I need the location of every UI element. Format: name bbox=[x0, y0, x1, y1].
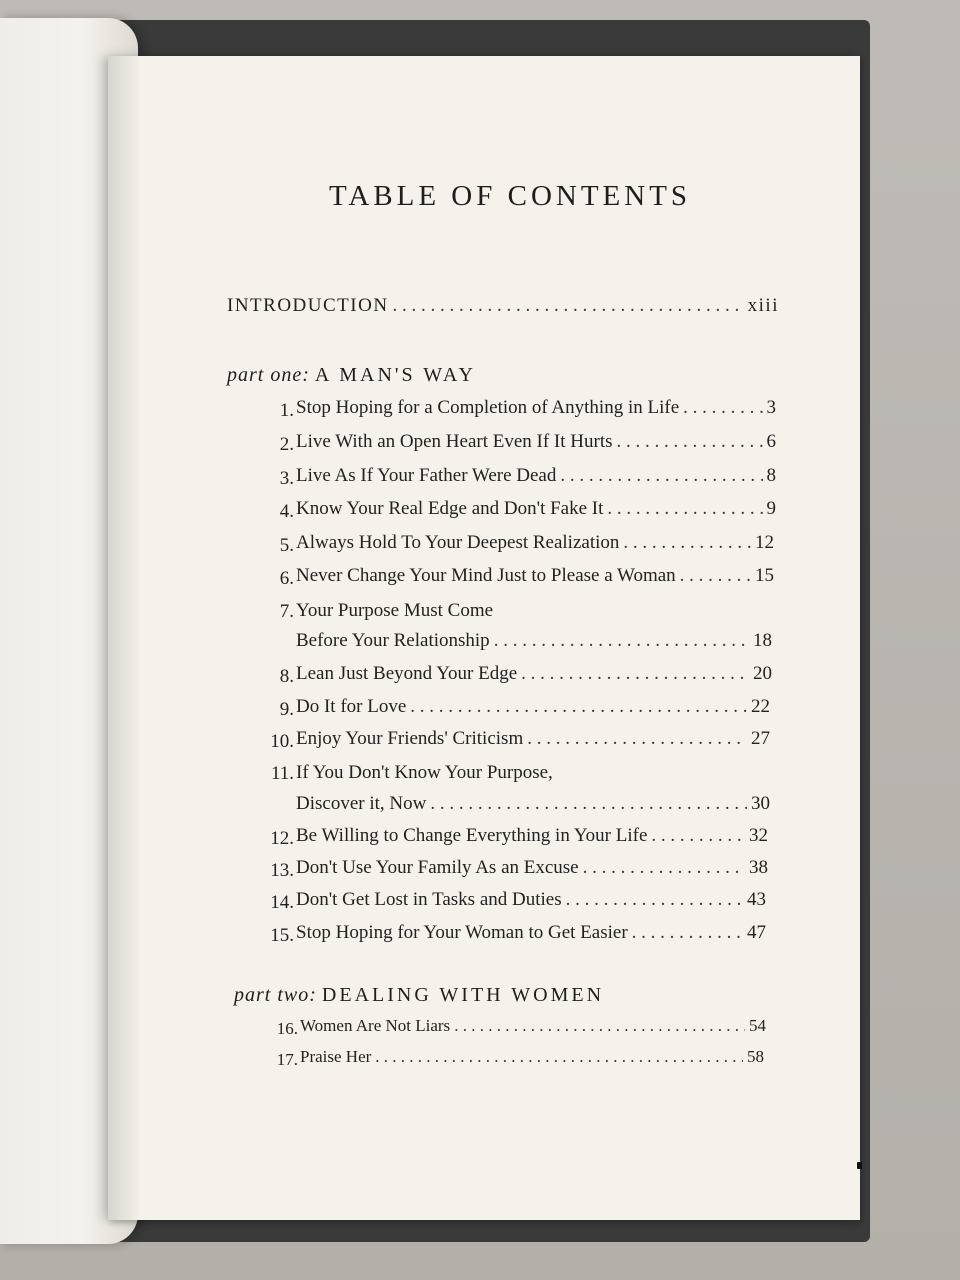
toc-page-number: 30 bbox=[751, 793, 770, 814]
chapter-number: 12. bbox=[270, 828, 294, 849]
chapter-number: 3. bbox=[279, 468, 294, 489]
toc-entry bbox=[296, 857, 768, 879]
toc-entry-title: Know Your Real Edge and Don't Fake It bbox=[296, 498, 604, 519]
toc-entry bbox=[296, 825, 768, 847]
toc-page-number: 6 bbox=[766, 431, 776, 452]
toc-entry-title: If You Don't Know Your Purpose, bbox=[296, 762, 553, 783]
dot-leader bbox=[607, 498, 762, 520]
toc-introduction bbox=[227, 295, 779, 317]
toc-entry bbox=[296, 663, 772, 685]
toc-entry-title: Your Purpose Must Come bbox=[296, 600, 494, 621]
chapter-number: 6. bbox=[279, 568, 294, 589]
toc-entry bbox=[296, 630, 772, 652]
dot-leader bbox=[375, 1047, 743, 1067]
toc-entry bbox=[296, 431, 776, 453]
chapter-number: 10. bbox=[270, 731, 294, 752]
toc-entry-title: Stop Hoping for a Completion of Anything in Life bbox=[296, 397, 680, 418]
toc-entry-title: Stop Hoping for Your Woman to Get Easier bbox=[296, 922, 628, 943]
dot-leader bbox=[494, 630, 749, 652]
toc-page-number: 58 bbox=[747, 1047, 764, 1066]
toc-entry bbox=[296, 397, 776, 419]
page-title: TABLE OF CONTENTS bbox=[328, 180, 692, 212]
toc-entry bbox=[296, 696, 770, 718]
toc-page-number: 12 bbox=[755, 532, 774, 553]
dot-leader bbox=[583, 857, 745, 879]
toc-entry-title: Praise Her bbox=[300, 1047, 372, 1066]
chapter-number: 14. bbox=[270, 892, 294, 913]
toc-entry bbox=[296, 565, 774, 587]
toc-entry-title-continued: Discover it, Now bbox=[296, 793, 427, 814]
dot-leader bbox=[410, 696, 747, 718]
toc-entry-title: Lean Just Beyond Your Edge bbox=[296, 663, 518, 684]
toc-entry-title: Don't Get Lost in Tasks and Duties bbox=[296, 889, 562, 910]
part-name: DEALING WITH WOMEN bbox=[321, 984, 605, 1006]
dot-leader bbox=[623, 532, 751, 554]
toc-entry bbox=[296, 922, 766, 944]
chapter-number: 13. bbox=[270, 860, 294, 881]
dot-leader bbox=[651, 825, 745, 847]
dot-leader bbox=[527, 728, 747, 750]
chapter-number: 5. bbox=[279, 535, 294, 556]
toc-entry-title: INTRODUCTION bbox=[227, 295, 389, 316]
toc-page-number: 9 bbox=[766, 498, 776, 519]
part-two-heading bbox=[234, 984, 604, 1007]
toc-page-number: 22 bbox=[751, 696, 770, 717]
toc-entry-title: Always Hold To Your Deepest Realization bbox=[296, 532, 620, 553]
chapter-number: 8. bbox=[279, 666, 294, 687]
part-name: A MAN'S WAY bbox=[314, 364, 476, 386]
toc-page-number: 8 bbox=[766, 465, 776, 486]
toc-entry bbox=[296, 889, 766, 911]
toc-entry bbox=[296, 728, 770, 750]
toc-entry-title: Enjoy Your Friends' Criticism bbox=[296, 728, 524, 749]
toc-entry-title: Live As If Your Father Were Dead bbox=[296, 465, 557, 486]
toc-page-number: 3 bbox=[766, 397, 776, 418]
toc-page-number: 54 bbox=[749, 1016, 766, 1035]
toc-page-number: xiii bbox=[747, 295, 779, 316]
toc-entry-title: Women Are Not Liars bbox=[300, 1016, 451, 1035]
dot-leader bbox=[683, 397, 762, 419]
dot-leader bbox=[430, 793, 747, 815]
toc-entry bbox=[296, 532, 774, 554]
toc-entry-title: Never Change Your Mind Just to Please a Woman bbox=[296, 565, 676, 586]
toc-page-number: 15 bbox=[755, 565, 774, 586]
chapter-number: 11. bbox=[270, 763, 294, 784]
toc-entry bbox=[296, 793, 770, 815]
toc-page-number: 38 bbox=[749, 857, 768, 878]
dot-leader bbox=[632, 922, 743, 944]
toc-entry bbox=[296, 498, 776, 520]
chapter-number: 2. bbox=[279, 434, 294, 455]
chapter-number: 1. bbox=[279, 400, 294, 421]
chapter-number: 15. bbox=[270, 925, 294, 946]
toc-entry-title: Don't Use Your Family As an Excuse bbox=[296, 857, 579, 878]
toc-entry-title: Do It for Love bbox=[296, 696, 407, 717]
toc-page-number: 32 bbox=[749, 825, 768, 846]
chapter-number: 9. bbox=[279, 699, 294, 720]
toc-entry-title: Be Willing to Change Everything in Your Life bbox=[296, 825, 648, 846]
part-label: part two: bbox=[234, 984, 317, 1006]
toc-entry-title-continued: Before Your Relationship bbox=[296, 630, 490, 651]
dot-leader bbox=[521, 663, 749, 685]
dot-leader bbox=[393, 295, 744, 317]
toc-entry bbox=[296, 465, 776, 487]
toc-entry bbox=[300, 1047, 764, 1067]
chapter-number: 7. bbox=[279, 601, 294, 622]
dust-speck bbox=[857, 1162, 862, 1169]
dot-leader bbox=[560, 465, 762, 487]
chapter-number: 16. bbox=[276, 1019, 298, 1038]
chapter-number: 17. bbox=[276, 1050, 298, 1069]
toc-entry bbox=[300, 1016, 766, 1036]
toc-entry-title: Live With an Open Heart Even If It Hurts bbox=[296, 431, 613, 452]
page-gutter-shadow bbox=[108, 56, 142, 1220]
part-label: part one: bbox=[227, 364, 310, 386]
toc-page-number: 18 bbox=[753, 630, 772, 651]
toc-page-number: 27 bbox=[751, 728, 770, 749]
part-one-heading bbox=[227, 364, 476, 387]
dot-leader bbox=[617, 431, 763, 453]
dot-leader bbox=[680, 565, 751, 587]
dot-leader bbox=[566, 889, 743, 911]
toc-page-number: 43 bbox=[747, 889, 766, 910]
dot-leader bbox=[454, 1016, 745, 1036]
toc-page-number: 20 bbox=[753, 663, 772, 684]
chapter-number: 4. bbox=[279, 501, 294, 522]
toc-page-number: 47 bbox=[747, 922, 766, 943]
